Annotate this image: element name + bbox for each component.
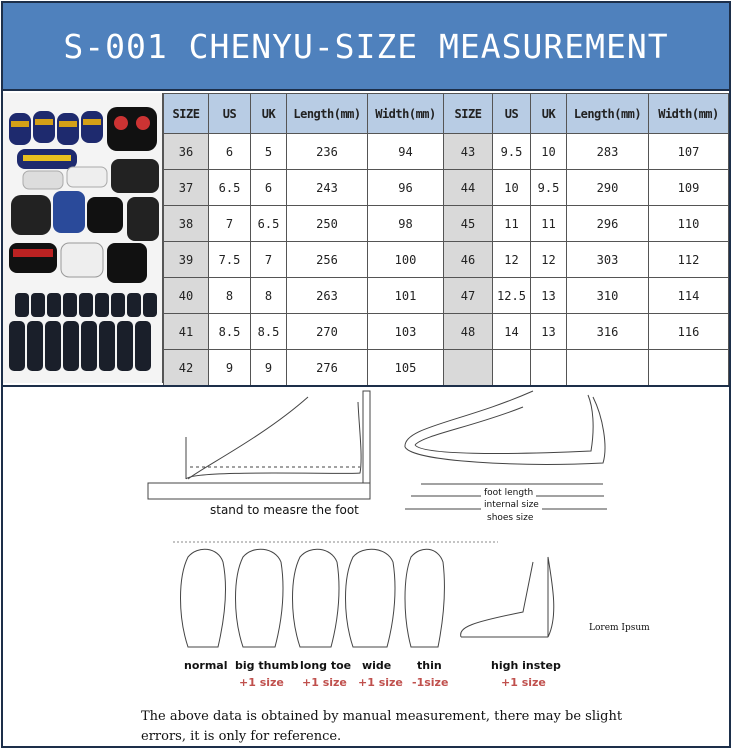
column-header: US [493, 94, 531, 134]
table-cell: 250 [287, 206, 368, 242]
product-photo-collage [3, 93, 163, 383]
table-cell: 36 [164, 134, 209, 170]
column-header: SIZE [164, 94, 209, 134]
column-header: Width(mm) [368, 94, 444, 134]
table-cell: 46 [444, 242, 493, 278]
table-cell: 12.5 [493, 278, 531, 314]
table-cell: 11 [493, 206, 531, 242]
table-cell: 40 [164, 278, 209, 314]
table-cell: 10 [531, 134, 567, 170]
table-cell: 316 [567, 314, 649, 350]
table-cell: 8.5 [209, 314, 251, 350]
table-cell: 270 [287, 314, 368, 350]
table-cell [649, 350, 729, 386]
table-cell: 42 [164, 350, 209, 386]
foot-type-big-thumb: big thumb [235, 659, 299, 672]
table-cell: 7 [209, 206, 251, 242]
table-cell: 8 [209, 278, 251, 314]
table-cell: 109 [649, 170, 729, 206]
table-cell: 243 [287, 170, 368, 206]
column-header: UK [251, 94, 287, 134]
table-cell: 44 [444, 170, 493, 206]
table-cell: 303 [567, 242, 649, 278]
table-cell: 103 [368, 314, 444, 350]
table-cell: 45 [444, 206, 493, 242]
table-row [164, 278, 729, 314]
table-cell: 12 [493, 242, 531, 278]
adjust-long-toe: +1 size [302, 676, 347, 689]
foot-type-long-toe: long toe [300, 659, 352, 672]
table-cell: 105 [368, 350, 444, 386]
note-line-1: The above data is obtained by manual measurement, there may be slight [141, 709, 623, 724]
table-cell: 263 [287, 278, 368, 314]
column-header: SIZE [444, 94, 493, 134]
table-cell: 11 [531, 206, 567, 242]
table-row [164, 242, 729, 278]
table-cell: 14 [493, 314, 531, 350]
table-cell: 8.5 [251, 314, 287, 350]
foot-outlines [181, 549, 554, 647]
table-cell: 310 [567, 278, 649, 314]
table-cell: 48 [444, 314, 493, 350]
table-cell: 37 [164, 170, 209, 206]
page-title: S-001 CHENYU-SIZE MEASUREMENT [3, 3, 729, 91]
table-cell: 6 [209, 134, 251, 170]
measurement-guide [3, 385, 729, 746]
table-cell: 43 [444, 134, 493, 170]
table-cell: 9 [209, 350, 251, 386]
slippers-image [3, 93, 163, 383]
table-cell: 41 [164, 314, 209, 350]
table-cell [444, 350, 493, 386]
size-chart [1, 1, 731, 748]
table-header-row [164, 94, 729, 134]
note-line-2: errors, it is only for reference. [141, 729, 342, 744]
adjust-big-thumb: +1 size [239, 676, 284, 689]
lorem-label: Lorem Ipsum [589, 623, 650, 633]
table-cell: 9.5 [531, 170, 567, 206]
shoes-size-label: shoes size [484, 513, 536, 523]
table-cell: 9 [251, 350, 287, 386]
table-cell: 5 [251, 134, 287, 170]
table-cell: 296 [567, 206, 649, 242]
table-cell: 6 [251, 170, 287, 206]
table-row [164, 134, 729, 170]
table-cell: 10 [493, 170, 531, 206]
table-cell: 12 [531, 242, 567, 278]
table-cell: 13 [531, 278, 567, 314]
table-cell: 236 [287, 134, 368, 170]
foot-type-thin: thin [417, 659, 442, 672]
column-header: Width(mm) [649, 94, 729, 134]
table-cell: 38 [164, 206, 209, 242]
adjust-high-instep: +1 size [501, 676, 546, 689]
table-cell: 116 [649, 314, 729, 350]
table-cell: 7 [251, 242, 287, 278]
column-header: Length(mm) [567, 94, 649, 134]
column-header: Length(mm) [287, 94, 368, 134]
table-cell: 112 [649, 242, 729, 278]
table-cell: 276 [287, 350, 368, 386]
column-header: UK [531, 94, 567, 134]
size-table [163, 93, 729, 386]
table-cell: 256 [287, 242, 368, 278]
table-cell: 7.5 [209, 242, 251, 278]
table-cell: 6.5 [251, 206, 287, 242]
table-cell: 283 [567, 134, 649, 170]
disclaimer-note [141, 707, 622, 747]
table-row [164, 170, 729, 206]
table-cell: 98 [368, 206, 444, 242]
table-cell: 6.5 [209, 170, 251, 206]
table-cell: 107 [649, 134, 729, 170]
adjust-wide: +1 size [358, 676, 403, 689]
table-cell [567, 350, 649, 386]
foot-length-label: foot length [481, 488, 536, 498]
table-row [164, 206, 729, 242]
table-cell: 94 [368, 134, 444, 170]
foot-type-high-instep: high instep [491, 659, 561, 672]
table-cell: 110 [649, 206, 729, 242]
table-cell: 9.5 [493, 134, 531, 170]
table-row [164, 350, 729, 386]
table-cell [531, 350, 567, 386]
stand-measure-illustration [148, 391, 370, 499]
table-cell: 290 [567, 170, 649, 206]
table-cell: 100 [368, 242, 444, 278]
table-cell: 13 [531, 314, 567, 350]
adjust-thin: -1size [412, 676, 449, 689]
stand-caption: stand to measre the foot [210, 503, 359, 517]
table-cell: 96 [368, 170, 444, 206]
foot-type-normal: normal [184, 659, 228, 672]
table-cell: 39 [164, 242, 209, 278]
table-row [164, 314, 729, 350]
table-cell: 47 [444, 278, 493, 314]
table-cell: 8 [251, 278, 287, 314]
table-cell: 101 [368, 278, 444, 314]
table-cell [493, 350, 531, 386]
table-cell: 114 [649, 278, 729, 314]
internal-size-label: internal size [481, 500, 542, 510]
foot-type-wide: wide [362, 659, 392, 672]
column-header: US [209, 94, 251, 134]
